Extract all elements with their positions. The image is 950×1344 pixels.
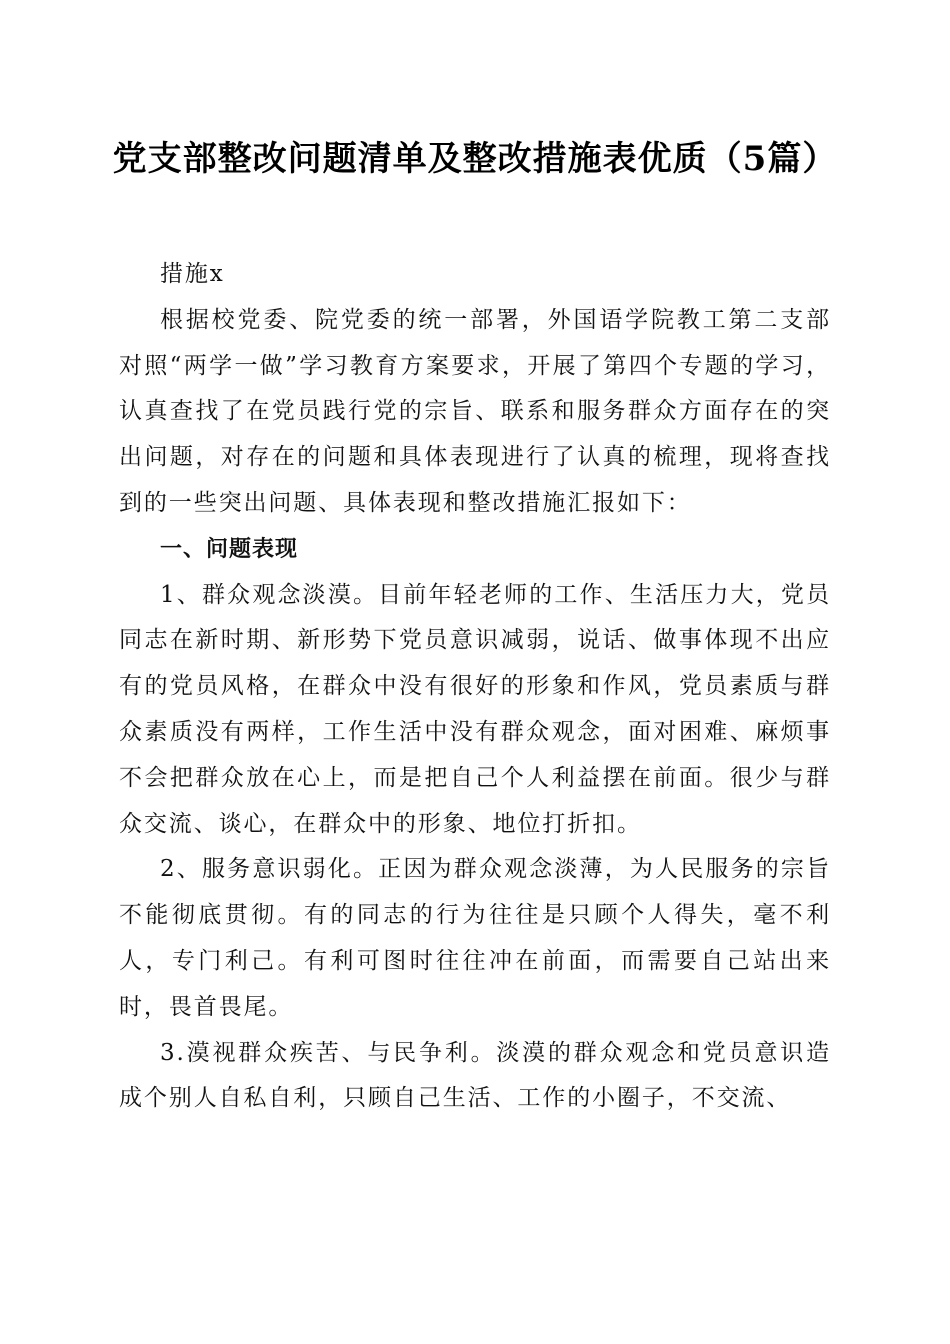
paragraph-problem-3: 3.漠视群众疾苦、与民争利。淡漠的群众观念和党员意识造成个别人自私自利，只顾自己生活、工作的小圈子，不交流、 bbox=[119, 1039, 831, 1112]
document-title: 党支部整改问题清单及整改措施表优质（5篇） bbox=[112, 139, 838, 179]
paragraph-problem-2: 2、服务意识弱化。正因为群众观念淡薄，为人民服务的宗旨不能彻底贯彻。有的同志的行为往往是只顾个人得失，毫不利人，专门利己。有利可图时往往冲在前面，而需要自己站出来时，畏首畏尾。 bbox=[119, 856, 831, 1020]
paragraph-intro: 根据校党委、院党委的统一部署，外国语学院教工第二支部对照“两学一做”学习教育方案要求，开展了第四个专题的学习，认真查找了在党员践行党的宗旨、联系和服务群众方面存在的突出问题，对存在的问题和具体表现进行了认真的梳理，现将查找到的一些突出问题、具体表现和整改措施汇报如下： bbox=[119, 306, 831, 516]
paragraph-problem-1: 1、群众观念淡漠。目前年轻老师的工作、生活压力大，党员同志在新时期、新形势下党员意识减弱，说话、做事体现不出应有的党员风格，在群众中没有很好的形象和作风，党员素质与群众素质没有两样，工作生活中没有群众观念，面对困难、麻烦事不会把群众放在心上，而是把自己个人利益摆在前面。很少与群众交流、谈心，在群众中的形象、地位打折扣。 bbox=[119, 581, 831, 837]
document-body bbox=[119, 252, 831, 1122]
paragraph-measure-label: 措施x bbox=[160, 261, 225, 287]
section-heading-problems: 一、问题表现 bbox=[160, 536, 299, 562]
